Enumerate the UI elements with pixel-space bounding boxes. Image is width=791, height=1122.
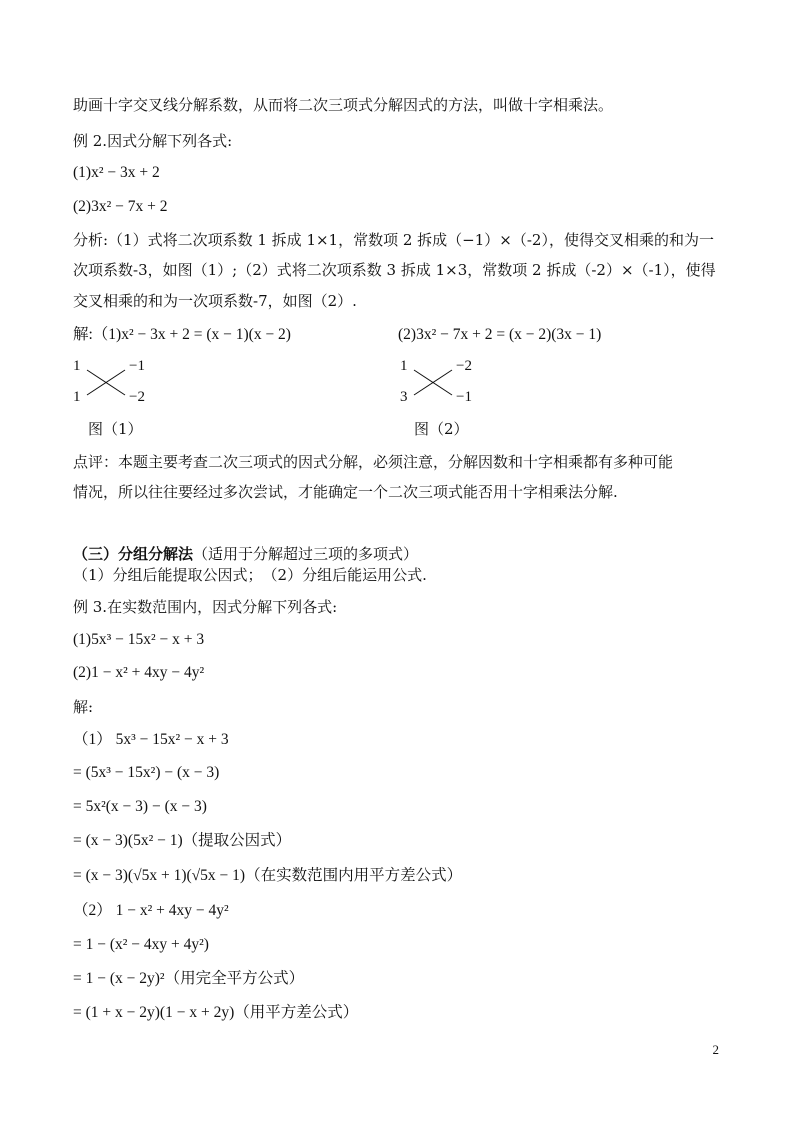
step-2: = (5x³ − 15x²) − (x − 3) xyxy=(73,764,220,781)
figure-1-caption: 图（1） xyxy=(88,420,143,438)
cross-1-top-left: 1 xyxy=(73,358,81,374)
cross-2-bottom-left: 3 xyxy=(400,389,408,405)
comment-line-2: 情况，所以往往要经过多次尝试，才能确定一个二次三项式能否用十字相乘法分解. xyxy=(73,483,618,501)
cross-diagram-2 xyxy=(400,358,490,408)
step-6: （2） 1 − x² + 4xy − 4y² xyxy=(73,902,229,919)
comment-line-1: 点评：本题主要考查二次三项式的因式分解，必须注意，分解因数和十字相乘都有多种可能 xyxy=(73,453,674,471)
cross-1-bottom-left: 1 xyxy=(73,389,81,405)
example-3-item-2: (2)1 − x² + 4xy − 4y² xyxy=(73,664,205,681)
page-number: 2 xyxy=(712,1042,719,1057)
example-2-item-1: (1)x² − 3x + 2 xyxy=(73,164,160,181)
step-7: = 1 − (x² − 4xy + 4y²) xyxy=(73,936,209,953)
step-1: （1） 5x³ − 15x² − x + 3 xyxy=(73,731,229,748)
cross-lines-1 xyxy=(73,358,163,408)
cross-1-top-right: −1 xyxy=(129,358,145,374)
cross-1-bottom-right: −2 xyxy=(129,389,145,405)
section-3-heading xyxy=(73,544,418,564)
section-3-note: （适用于分解超过三项的多项式） xyxy=(193,545,419,563)
analysis-line-2: 次项系数-3，如图（1）;（2）式将二次项系数 3 拆成 1×3，常数项 2 拆成（-2）×（-1），使得 xyxy=(73,261,716,279)
cross-2-bottom-right: −1 xyxy=(456,389,472,405)
solution-1: 解:（1)x² − 3x + 2 = (x − 1)(x − 2) xyxy=(73,326,291,343)
step-4: = (x − 3)(5x² − 1)（提取公因式） xyxy=(73,832,292,849)
step-8: = 1 − (x − 2y)²（用完全平方公式） xyxy=(73,970,305,987)
cross-diagram-1 xyxy=(73,358,163,408)
solution-label: 解: xyxy=(73,698,94,716)
cross-lines-2 xyxy=(400,358,490,408)
figure-2-caption: 图（2） xyxy=(414,420,469,438)
step-5: = (x − 3)(√5x + 1)(√5x − 1)（在实数范围内用平方差公式） xyxy=(73,867,463,884)
example-3-title: 例 3.在实数范围内，因式分解下列各式: xyxy=(73,598,338,616)
analysis-line-3: 交叉相乘的和为一次项系数-7，如图（2）. xyxy=(73,292,357,310)
step-3: = 5x²(x − 3) − (x − 3) xyxy=(73,798,207,815)
step-9: = (1 + x − 2y)(1 − x + 2y)（用平方差公式） xyxy=(73,1004,359,1021)
section-3-subtitle: （1）分组后能提取公因式； （2）分组后能运用公式. xyxy=(73,566,427,584)
example-3-item-1: (1)5x³ − 15x² − x + 3 xyxy=(73,631,205,648)
cross-2-top-right: −2 xyxy=(456,358,472,374)
analysis-line-1: 分析:（1）式将二次项系数 1 拆成 1×1，常数项 2 拆成（−1）×（-2），使得交叉相乘的和为一 xyxy=(73,231,714,249)
solution-2: (2)3x² − 7x + 2 = (x − 2)(3x − 1) xyxy=(398,326,602,343)
example-2-item-2: (2)3x² − 7x + 2 xyxy=(73,198,168,215)
section-3-title: （三）分组分解法 xyxy=(73,545,194,563)
example-2-title: 例 2.因式分解下列各式: xyxy=(73,132,233,150)
intro-text: 助画十字交叉线分解系数，从而将二次三项式分解因式的方法，叫做十字相乘法。 xyxy=(73,96,614,114)
cross-2-top-left: 1 xyxy=(400,358,408,374)
